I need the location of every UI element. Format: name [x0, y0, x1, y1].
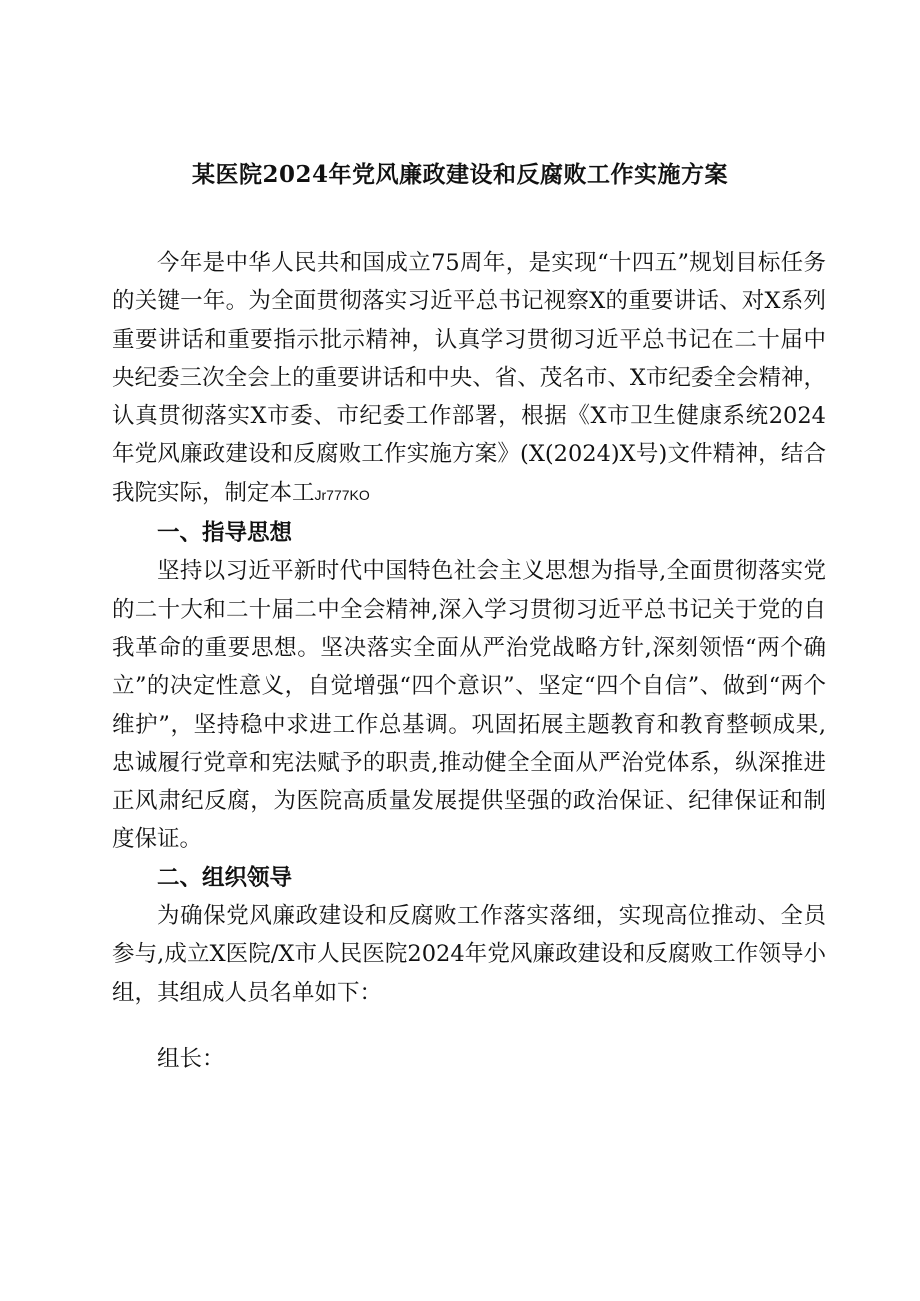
intro-paragraph: [112, 244, 826, 514]
blank-line: [112, 1012, 826, 1040]
intro-tail-text: Jr777KO: [314, 486, 370, 503]
section-paragraph-organization-leadership: 为确保党风廉政建设和反腐败工作落实落细，实现高位推动、全员参与,成立X医院/X市人民医院2024年党风廉政建设和反腐败工作领导小组，其组成人员名单如下：: [112, 903, 826, 1006]
intro-text: 今年是中华人民共和国成立75周年，是实现“十四五”规划目标任务的关键一年。为全面贯彻落实习近平总书记视察X的重要讲话、对X系列重要讲话和重要指示批示精神，认真学习贯彻习近平总书记在二十届中央纪委三次全会上的重要讲话和中央、省、茂名市、X市纪委全会精神，认真贯彻落实X市委、市纪委工作部署，根据《X市卫生健康系统2024年党风廉政建设和反腐败工作实施方案》(X(2024)X号)文件精神，结合我院实际，制定本工: [112, 250, 826, 506]
document-body: [112, 244, 826, 1078]
group-leader-label: 组长：: [157, 1045, 225, 1072]
document-title: 某医院2024年党风廉政建设和反腐败工作实施方案: [191, 161, 728, 188]
section-heading-guiding-ideology: 一、指导思想: [157, 520, 293, 547]
section-paragraph-guiding-ideology: 坚持以习近平新时代中国特色社会主义思想为指导,全面贯彻落实党的二十大和二十届二中全会精神,深入学习贯彻习近平总书记关于党的自我革命的重要思想。坚决落实全面从严治党战略方针,深刻领悟“两个确立”的决定性意义，自觉增强“四个意识”、坚定“四个自信”、做到“两个维护”，坚持稳中求进工作总基调。巩固拓展主题教育和教育整顿成果,忠诚履行党章和宪法赋予的职责,推动健全全面从严治党体系，纵深推进正风肃纪反腐，为医院高质量发展提供坚强的政治保证、纪律保证和制度保证。: [112, 558, 826, 853]
section-heading-organization-leadership: 二、组织领导: [157, 864, 293, 891]
